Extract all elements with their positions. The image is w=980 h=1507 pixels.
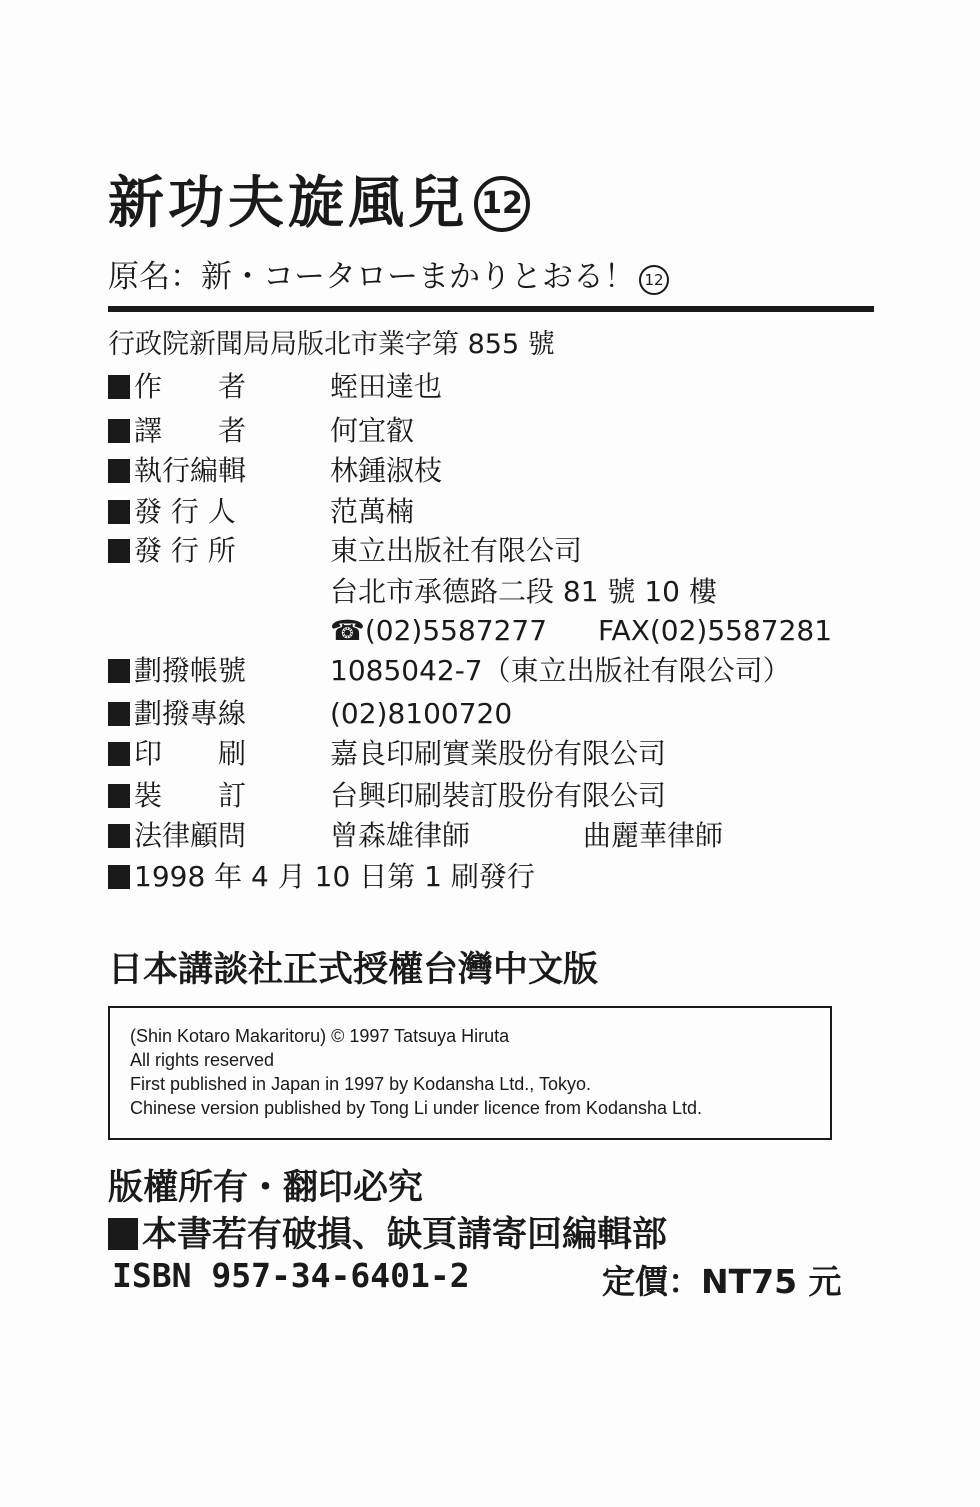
transfer-line: 劃撥專線 (02)8100720 — [108, 695, 848, 733]
copyright-line: First published in Japan in 1997 by Kodansha Ltd., Tokyo. — [130, 1074, 591, 1094]
transfer-account: 劃撥帳號 1085042-7（東立出版社有限公司） — [108, 652, 848, 690]
square-bullet-icon — [108, 824, 130, 848]
publisher-address: 台北市承德路二段 81 號 10 樓 — [330, 575, 717, 608]
legal-advisor: 法律顧問 曾森雄律師 曲麗華律師 — [108, 817, 848, 855]
credit-author: 作 者 蛭田達也 — [108, 368, 848, 406]
authorization-notice: 日本講談社正式授權台灣中文版 — [108, 950, 599, 990]
title-text: 新功夫旋風兒 — [108, 171, 468, 236]
square-bullet-icon — [108, 539, 130, 563]
printing: 印 刷 嘉良印刷實業股份有限公司 — [108, 735, 848, 773]
square-bullet-icon — [108, 865, 130, 889]
copyright-line: Chinese version published by Tong Li under licence from Kodansha Ltd. — [130, 1098, 703, 1118]
book-title — [108, 171, 530, 236]
fax-number: FAX(02)5587281 — [598, 614, 833, 647]
credit-publishing-house: 發 行 所 東立出版社有限公司 — [108, 532, 848, 570]
edition-date: 1998 年 4 月 10 日第 1 刷發行 — [108, 858, 848, 896]
original-volume-number: 12 — [639, 265, 669, 295]
square-bullet-icon — [108, 459, 130, 483]
square-bullet-icon — [108, 659, 130, 683]
volume-number: 12 — [474, 176, 530, 232]
credit-publisher: 發 行 人 范萬楠 — [108, 493, 848, 531]
credit-translator: 譯 者 何宜叡 — [108, 412, 848, 450]
square-bullet-icon — [108, 1218, 138, 1250]
title-divider — [108, 306, 874, 312]
isbn: ISBN 957-34-6401-2 — [112, 1256, 470, 1295]
square-bullet-icon — [108, 742, 130, 766]
rights-notice: 版權所有・翻印必究 — [108, 1168, 424, 1208]
square-bullet-icon — [108, 500, 130, 524]
square-bullet-icon — [108, 375, 130, 399]
copyright-line: (Shin Kotaro Makaritoru) © 1997 Tatsuya Hiruta — [130, 1026, 510, 1046]
price: 定價：NT75 元 — [602, 1262, 842, 1301]
original-title — [108, 259, 669, 295]
binding: 裝 訂 台興印刷裝訂股份有限公司 — [108, 777, 848, 815]
license-number: 行政院新聞局局版北市業字第 855 號 — [108, 329, 555, 360]
copyright-box — [108, 1006, 832, 1140]
square-bullet-icon — [108, 419, 130, 443]
phone-number: ☎(02)5587277 — [330, 614, 548, 647]
original-title-text: 原名：新・コータローまかりとおる！ — [108, 259, 635, 295]
credit-editor: 執行編輯 林鍾淑枝 — [108, 452, 848, 490]
copyright-line: All rights reserved — [130, 1050, 275, 1070]
publisher-contact — [108, 612, 848, 650]
damaged-notice: 本書若有破損、缺頁請寄回編輯部 — [108, 1207, 667, 1257]
square-bullet-icon — [108, 784, 130, 808]
square-bullet-icon — [108, 702, 130, 726]
